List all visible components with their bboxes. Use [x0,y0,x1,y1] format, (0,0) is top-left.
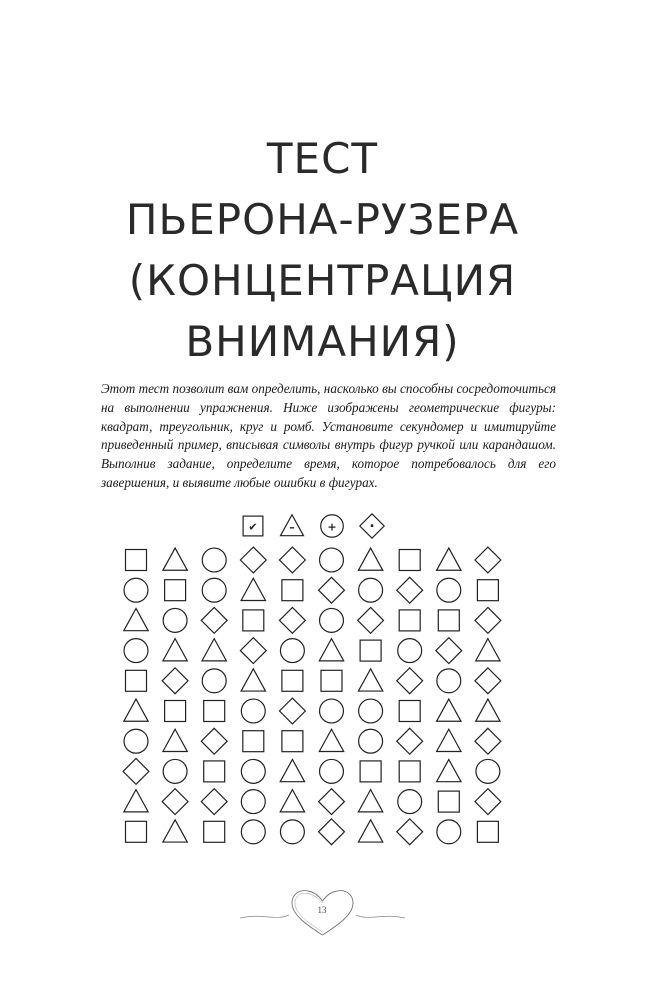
square-icon [165,580,186,601]
triangle-icon [163,548,187,570]
square-icon [126,821,147,842]
diamond-icon [201,728,227,754]
diamond-icon [475,789,501,815]
title-line-2: ПЬЕРОНА-РУЗЕРА [125,195,520,244]
diamond-icon [397,728,423,754]
example-mark: · [369,518,375,535]
triangle-icon [202,639,226,661]
diamond-icon [279,698,305,724]
triangle-icon [358,548,382,570]
example-row [243,514,384,538]
square-icon [243,610,264,631]
triangle-icon [280,790,304,812]
square-icon [243,731,264,752]
square-icon [204,761,225,782]
grid-row [126,547,501,573]
triangle-icon [319,639,343,661]
triangle-icon [437,548,461,570]
circle-icon [241,820,265,844]
square-icon [282,670,303,691]
triangle-icon [437,699,461,721]
circle-icon [124,578,148,602]
circle-icon [320,699,344,723]
circle-icon [320,759,344,783]
triangle-icon [163,729,187,751]
circle-icon [398,790,422,814]
triangle-icon [163,820,187,842]
diamond-icon [319,789,345,815]
square-icon [360,640,381,661]
square-icon [477,580,498,601]
title-line-3: (КОНЦЕНТРАЦИЯ [128,256,517,305]
diamond-icon [397,577,423,603]
example-item [281,515,304,536]
diamond-icon [397,668,423,694]
grid-row [126,668,501,694]
example-item [243,516,263,536]
circle-icon [437,820,461,844]
diamond-icon [162,668,188,694]
square-icon [360,761,381,782]
circle-icon [437,669,461,693]
triangle-icon [124,790,148,812]
square-icon [399,550,420,571]
square-icon [399,761,420,782]
grid-row [124,789,501,815]
square-icon [282,731,303,752]
example-item [360,514,384,538]
diamond-icon [475,607,501,633]
circle-icon [202,669,226,693]
grid-row [124,698,500,724]
square-icon [204,821,225,842]
square-icon [438,610,459,631]
diamond-icon [319,577,345,603]
triangle-icon [358,820,382,842]
example-mark: – [289,521,295,534]
circle-icon [359,578,383,602]
circle-icon [476,759,500,783]
circle-icon [163,608,187,632]
circle-icon [124,639,148,663]
square-icon [438,791,459,812]
square-icon [399,701,420,722]
diamond-icon [475,547,501,573]
grid-row [123,758,500,784]
diamond-icon [475,668,501,694]
triangle-icon [476,639,500,661]
circle-icon [398,639,422,663]
triangle-icon [358,790,382,812]
circle-icon [359,729,383,753]
triangle-icon [358,669,382,691]
circle-icon [202,578,226,602]
square-icon [126,550,147,571]
circle-icon [124,729,148,753]
triangle-icon [476,699,500,721]
diamond-icon [319,819,345,845]
circle-icon [320,548,344,572]
square-icon [282,580,303,601]
circle-icon [280,639,304,663]
circle-icon [241,699,265,723]
shape-grid [123,547,501,845]
square-icon [126,670,147,691]
diamond-icon [240,547,266,573]
example-mark: ✔ [248,520,258,534]
triangle-icon [437,729,461,751]
circle-icon [241,759,265,783]
diamond-icon [436,638,462,664]
diamond-icon [475,728,501,754]
square-icon [477,821,498,842]
footer-swirl-right [356,915,405,918]
triangle-icon [124,699,148,721]
triangle-icon [241,669,265,691]
title-line-1: ТЕСТ [266,134,379,183]
triangle-icon [163,639,187,661]
intro-paragraph: Этот тест позволит вам определить, насколько вы способны сосредоточиться на выполнении упражнения. Ниже изображены геометрические фигуры: квадрат, треугольник, круг и ромб. Установите секундомер и имитируйте приведенный пример, вписывая символы внутрь фигур ручкой или карандашом. Выполнив задание, определите время, которое потребовалось для его завершения, и выявите любые ошибки в фигурах. [101,381,556,490]
circle-icon [320,608,344,632]
circle-icon [359,699,383,723]
example-item [321,515,344,538]
footer-swirl-left [240,915,289,918]
diamond-icon [201,607,227,633]
triangle-icon [280,759,304,781]
diamond-icon [358,607,384,633]
triangle-icon [319,729,343,751]
diamond-icon [397,819,423,845]
grid-row [124,728,501,754]
square-icon [204,701,225,722]
title-line-4: ВНИМАНИЯ) [185,317,460,366]
circle-icon [202,548,226,572]
page-number: 13 [317,905,327,915]
triangle-icon [124,608,148,630]
grid-row [124,577,498,603]
triangle-icon [437,759,461,781]
square-icon [321,670,342,691]
circle-icon [437,578,461,602]
circle-icon [241,790,265,814]
diamond-icon [279,547,305,573]
grid-row [124,607,501,633]
circle-icon [280,820,304,844]
grid-row [126,819,499,845]
diamond-icon [201,789,227,815]
circle-icon [163,759,187,783]
triangle-icon [241,578,265,600]
diamond-icon [279,607,305,633]
square-icon [399,610,420,631]
grid-row [124,638,500,664]
diamond-icon [123,758,149,784]
diamond-icon [240,638,266,664]
example-mark: + [327,520,337,534]
square-icon [165,701,186,722]
diamond-icon [162,789,188,815]
